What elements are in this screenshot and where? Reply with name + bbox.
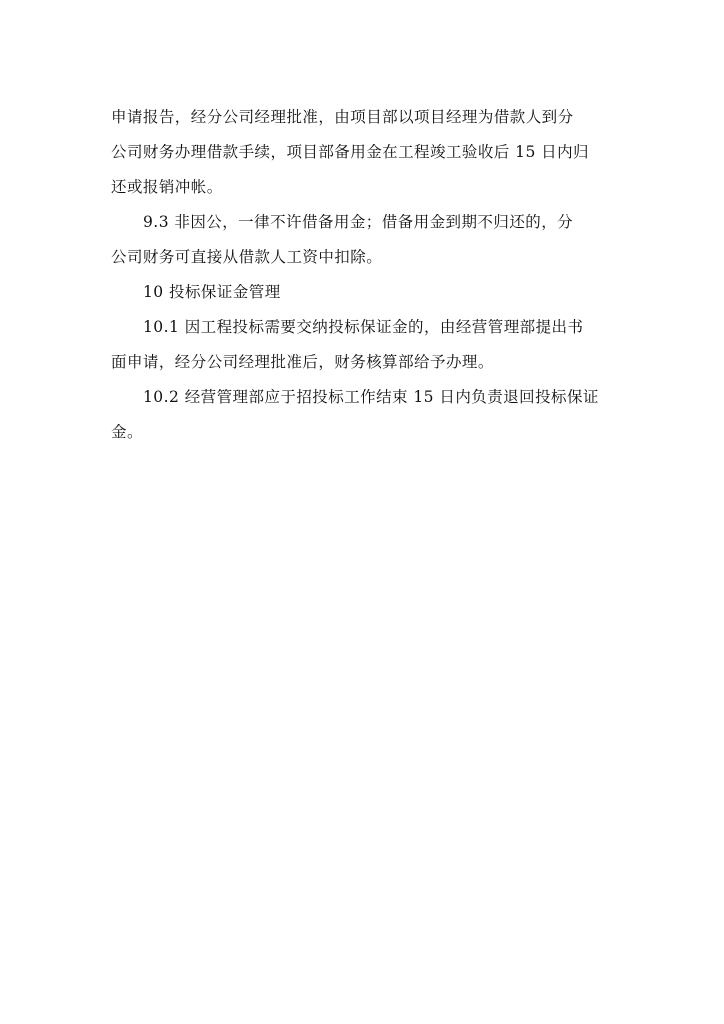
heading-10: [111, 275, 615, 310]
text-line: 9.3 非因公，一律不许借备用金；借备用金到期不归还的，分: [143, 213, 574, 231]
section-heading: 10 投标保证金管理: [143, 283, 281, 301]
text-line: 金。: [111, 423, 143, 441]
text-line: 还或报销冲帐。: [111, 178, 223, 196]
text-line: 10.1 因工程投标需要交纳投标保证金的，由经营管理部提出书: [143, 318, 584, 336]
document-body: [111, 100, 615, 450]
text-line: 10.2 经营管理部应于招投标工作结束 15 日内负责退回投标保证: [143, 388, 599, 406]
text-line: 面申请，经分公司经理批准后，财务核算部给予办理。: [111, 353, 494, 371]
paragraph-10-1: [111, 310, 615, 380]
paragraph-10-2: [111, 380, 615, 450]
text-line: 公司财务办理借款手续，项目部备用金在工程竣工验收后 15 日内归: [111, 143, 589, 161]
text-line: 公司财务可直接从借款人工资中扣除。: [111, 248, 383, 266]
text-line: 申请报告，经分公司经理批准，由项目部以项目经理为借款人到分: [111, 108, 574, 126]
paragraph-loan-application: [111, 100, 615, 205]
paragraph-9-3: [111, 205, 615, 275]
